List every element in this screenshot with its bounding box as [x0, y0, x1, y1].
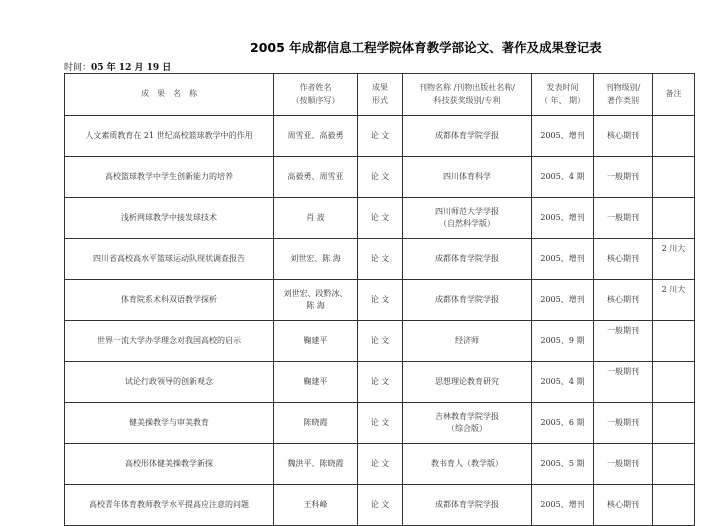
cell-name: 世界一流大学办学理念对我国高校的启示 — [65, 321, 274, 362]
author-line: 陈 海 — [306, 301, 325, 310]
header-level-line1: 刊物级别/ — [605, 83, 641, 93]
header-journal-line2: 科技获奖级别/专利 — [433, 95, 501, 105]
cell-note — [653, 485, 695, 526]
cell-note — [653, 362, 695, 403]
cell-note — [653, 444, 695, 485]
table-row — [65, 321, 695, 362]
cell-authors — [274, 198, 358, 239]
header-author — [274, 74, 358, 116]
cell-name: 试论行政领导的创新观念 — [65, 362, 274, 403]
cell-time: 2005、9 期 — [532, 321, 594, 362]
table-row — [65, 403, 695, 444]
cell-journal — [403, 444, 532, 485]
cell-level: 核心期刊 — [594, 485, 653, 526]
cell-time: 2005、6 期 — [532, 403, 594, 444]
cell-time: 2005、4 期 — [532, 157, 594, 198]
cell-form: 论 文 — [358, 116, 403, 157]
table-row — [65, 239, 695, 280]
cell-journal — [403, 198, 532, 239]
cell-note — [653, 116, 695, 157]
journal-line: 思想理论教育研究 — [435, 376, 499, 386]
cell-authors — [274, 116, 358, 157]
cell-name: 人文素质教育在 21 世纪高校篮球教学中的作用 — [65, 116, 274, 157]
cell-journal — [403, 403, 532, 444]
date-line — [64, 60, 171, 73]
journal-line: 成都体育学院学报 — [435, 253, 499, 263]
cell-time: 2005、5 期 — [532, 444, 594, 485]
cell-level: 一般期刊 — [594, 403, 653, 444]
author-line: 王科峰 — [303, 499, 328, 509]
header-row — [65, 74, 695, 116]
header-form-line2: 形式 — [372, 95, 388, 105]
cell-authors — [274, 157, 358, 198]
cell-journal — [403, 157, 532, 198]
cell-name: 健美操教学与审美教育 — [65, 403, 274, 444]
cell-time: 2005、增刊 — [532, 485, 594, 526]
cell-form: 论 文 — [358, 362, 403, 403]
cell-time: 2005、增刊 — [532, 198, 594, 239]
cell-name: 四川省高校高水平篮球运动队现状调查报告 — [65, 239, 274, 280]
cell-form: 论 文 — [358, 444, 403, 485]
header-level — [594, 74, 653, 116]
cell-note — [653, 198, 695, 239]
header-journal-line1: 刊物名称 /刊物出版社名称/ — [419, 83, 515, 93]
cell-level: 核心期刊 — [594, 280, 653, 321]
cell-note — [653, 157, 695, 198]
header-form-line1: 成果 — [372, 83, 388, 93]
table-row — [65, 444, 695, 485]
author-line: 魏洪平、陈晓霞 — [287, 458, 344, 468]
journal-line: 四川体育科学 — [443, 171, 491, 181]
date-label: 时间： — [64, 63, 92, 73]
table-row — [65, 116, 695, 157]
header-time — [532, 74, 594, 116]
cell-time: 2005、增刊 — [532, 280, 594, 321]
journal-line: 经济师 — [455, 335, 479, 345]
cell-authors — [274, 403, 358, 444]
author-line: 高毅勇、周雪亚 — [287, 171, 344, 181]
cell-level: 核心期刊 — [594, 116, 653, 157]
cell-note — [653, 321, 695, 362]
table-row — [65, 280, 695, 321]
journal-line: 四川师范大学学报 — [435, 206, 499, 216]
journal-line: 成都体育学院学报 — [435, 130, 499, 140]
cell-authors — [274, 444, 358, 485]
cell-journal — [403, 280, 532, 321]
table-row — [65, 198, 695, 239]
header-author-line2: （按顺序写） — [291, 95, 340, 105]
cell-form: 论 文 — [358, 485, 403, 526]
journal-line: 成都体育学院学报 — [435, 499, 499, 509]
header-form — [358, 74, 403, 116]
achievements-table — [64, 73, 695, 526]
cell-time: 2005、增刊 — [532, 116, 594, 157]
cell-level: 一般期刊 — [594, 362, 653, 403]
header-level-line2: 著作类别 — [607, 95, 639, 105]
cell-form: 论 文 — [358, 321, 403, 362]
author-line: 鞠建平 — [303, 376, 328, 386]
author-line: 刘世宏、段黔冰、 — [283, 288, 348, 298]
cell-authors — [274, 362, 358, 403]
cell-form: 论 文 — [358, 239, 403, 280]
cell-name: 高校形体健美操教学新探 — [65, 444, 274, 485]
journal-line: 成都体育学院学报 — [435, 294, 499, 304]
table-row — [65, 362, 695, 403]
cell-level: 一般期刊 — [594, 157, 653, 198]
cell-level: 核心期刊 — [594, 239, 653, 280]
cell-form: 论 文 — [358, 157, 403, 198]
header-time-line1: 发表时间 — [546, 83, 579, 93]
cell-journal — [403, 485, 532, 526]
cell-form: 论 文 — [358, 280, 403, 321]
cell-level: 一般期刊 — [594, 321, 653, 362]
cell-name: 高校篮球教学中学生创新能力的培养 — [65, 157, 274, 198]
cell-journal — [403, 362, 532, 403]
cell-note — [653, 403, 695, 444]
header-time-line2: （ 年、 期） — [539, 95, 586, 105]
journal-line: （综合版） — [447, 424, 487, 433]
cell-journal — [403, 321, 532, 362]
cell-note: 2 川大 — [653, 280, 695, 321]
author-line: 肖 波 — [306, 212, 325, 222]
header-note: 备注 — [653, 74, 695, 116]
cell-authors — [274, 485, 358, 526]
cell-form: 论 文 — [358, 403, 403, 444]
header-journal — [403, 74, 532, 116]
cell-time: 2005、增刊 — [532, 239, 594, 280]
date-value: 05 年 12 月 19 日 — [91, 63, 172, 73]
cell-journal — [403, 116, 532, 157]
author-line: 周雪亚、高毅勇 — [287, 130, 344, 140]
table-row — [65, 485, 695, 526]
cell-level: 一般期刊 — [594, 198, 653, 239]
table-row — [65, 157, 695, 198]
cell-name: 高校青年体育教师教学水平提高应注意的问题 — [65, 485, 274, 526]
cell-authors — [274, 280, 358, 321]
header-author-line1: 作者姓名 — [299, 83, 332, 93]
cell-journal — [403, 239, 532, 280]
cell-form: 论 文 — [358, 198, 403, 239]
journal-line: （自然科学版） — [439, 219, 495, 228]
author-line: 陈晓霞 — [303, 417, 328, 427]
cell-name: 体育院系术科双语教学探析 — [65, 280, 274, 321]
document-title: 2005 年成都信息工程学院体育教学部论文、著作及成果登记表 — [250, 40, 602, 55]
author-line: 刘世宏、陈 海 — [290, 253, 341, 263]
cell-time: 2005、4 期 — [532, 362, 594, 403]
cell-authors — [274, 321, 358, 362]
cell-level: 一般期刊 — [594, 444, 653, 485]
cell-name: 浅析网球教学中接发球技术 — [65, 198, 274, 239]
journal-line: 吉林教育学院学报 — [435, 411, 499, 421]
author-line: 鞠建平 — [303, 335, 328, 345]
cell-authors — [274, 239, 358, 280]
cell-note: 2 川大 — [653, 239, 695, 280]
journal-line: 教书育人（教学版） — [431, 458, 503, 468]
header-name: 成 果 名 称 — [65, 74, 274, 116]
